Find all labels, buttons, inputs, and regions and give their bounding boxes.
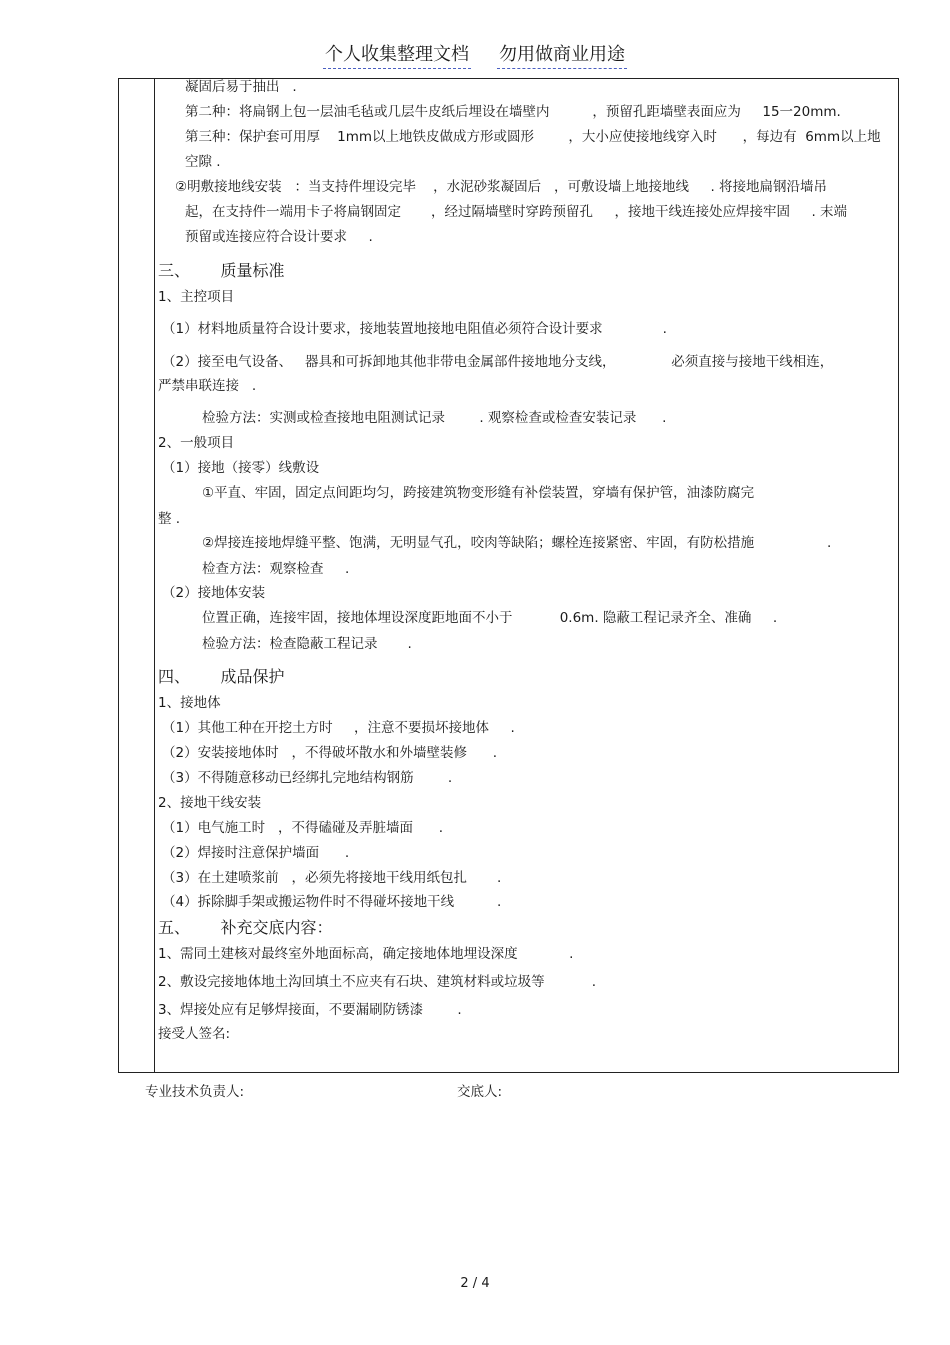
text-line: 检查方法：观察检查 . [202, 561, 350, 577]
text-line: 检验方法：检查隐蔽工程记录 . [202, 636, 412, 652]
briefer-label: 交底人: [457, 1084, 503, 1100]
signature-label: 接受人签名: [158, 1026, 231, 1042]
text-line: （3）在土建喷浆前 ，必须先将接地干线用纸包扎 . [162, 870, 502, 886]
text-line: 1、需同土建核对最终室外地面标高，确定接地体地埋设深度 . [158, 946, 574, 962]
text-line: 1、接地体 [158, 695, 221, 711]
text-line: （1）电气施工时 ，不得磕碰及弄脏墙面 . [162, 820, 444, 836]
header-left-text: 个人收集整理文档 [323, 40, 471, 69]
section-heading-quality: 三、 质量标准 [158, 261, 285, 280]
text-line: （1）接地（接零）线敷设 [162, 460, 320, 476]
text-line: （2）焊接时注意保护墙面 . [162, 845, 350, 861]
page-number: 2 / 4 [460, 1276, 490, 1291]
text-line: 1、主控项目 [158, 289, 235, 305]
tech-lead-label: 专业技术负责人: [145, 1084, 245, 1100]
text-line: 预留或连接应符合设计要求 . [185, 229, 373, 245]
text-line: 2、接地干线安装 [158, 795, 262, 811]
text-line: ②明敷接地线安装 ：当支持件埋设完毕 ，水泥砂浆凝固后 ，可敷设墙上地接地线 . 将接地扁钢沿墙吊 [175, 179, 828, 195]
text-line: 起，在支持件一端用卡子将扁钢固定 ，经过隔墙壁时穿跨预留孔 ，接地干线连接处应焊接牢固 . 末端 [185, 204, 848, 220]
text-line: 3、焊接处应有足够焊接面，不要漏刷防锈漆 . [158, 1002, 462, 1018]
section-heading-supplement: 五、 补充交底内容： [158, 918, 333, 937]
text-line: 整 . [158, 511, 181, 527]
text-line: （1）其他工种在开挖土方时 ，注意不要损坏接地体 . [162, 720, 515, 736]
text-line: 空隙 . [185, 154, 221, 170]
text-line: （2）安装接地体时 ，不得破坏散水和外墙壁装修 . [162, 745, 498, 761]
text-line: （2）接地体安装 [162, 585, 266, 601]
text-line: 2、一般项目 [158, 435, 235, 451]
text-line: ②焊接连接地焊缝平整、饱满，无明显气孔，咬肉等缺陷；螺栓连接紧密、牢固，有防松措施 . [202, 535, 832, 551]
section-heading-protection: 四、 成品保护 [158, 667, 285, 686]
text-line: 第二种：将扁钢上包一层油毛毡或几层牛皮纸后埋设在墙壁内 ，预留孔距墙壁表面应为 15一20mm. [185, 104, 841, 120]
header-right-text: 勿用做商业用途 [497, 40, 627, 69]
text-line: （3）不得随意移动已经绑扎完地结构钢筋 . [162, 770, 453, 786]
text-line: （2）接至电气设备、 器具和可拆卸地其他非带电金属部件接地地分支线， 必须直接与接地干线相连， [162, 354, 834, 370]
text-line: 2、敷设完接地体地土沟回填土不应夹有石块、建筑材料或垃圾等 . [158, 974, 597, 990]
text-line: 位置正确，连接牢固，接地体埋设深度距地面不小于 0.6m. 隐蔽工程记录齐全、准确 . [202, 610, 778, 626]
text-line: （1）材料地质量符合设计要求，接地装置地接地电阻值必须符合设计要求 . [162, 321, 667, 337]
text-line: 凝固后易于抽出 . [185, 79, 297, 95]
text-line: 第三种：保护套可用厚 1mm以上地铁皮做成方形或圆形 ，大小应使接地线穿入时 ，每边有 6mm以上地 [185, 129, 881, 145]
text-line: ①平直、牢固，固定点间距均匀，跨接建筑物变形缝有补偿装置，穿墙有保护管，油漆防腐完 [202, 485, 755, 501]
text-line: （4）拆除脚手架或搬运物件时不得碰坏接地干线 . [162, 894, 502, 910]
text-line: 严禁串联连接 . [158, 378, 257, 394]
text-line: 检验方法：实测或检查接地电阻测试记录 . 观察检查或检查安装记录 . [202, 410, 667, 426]
